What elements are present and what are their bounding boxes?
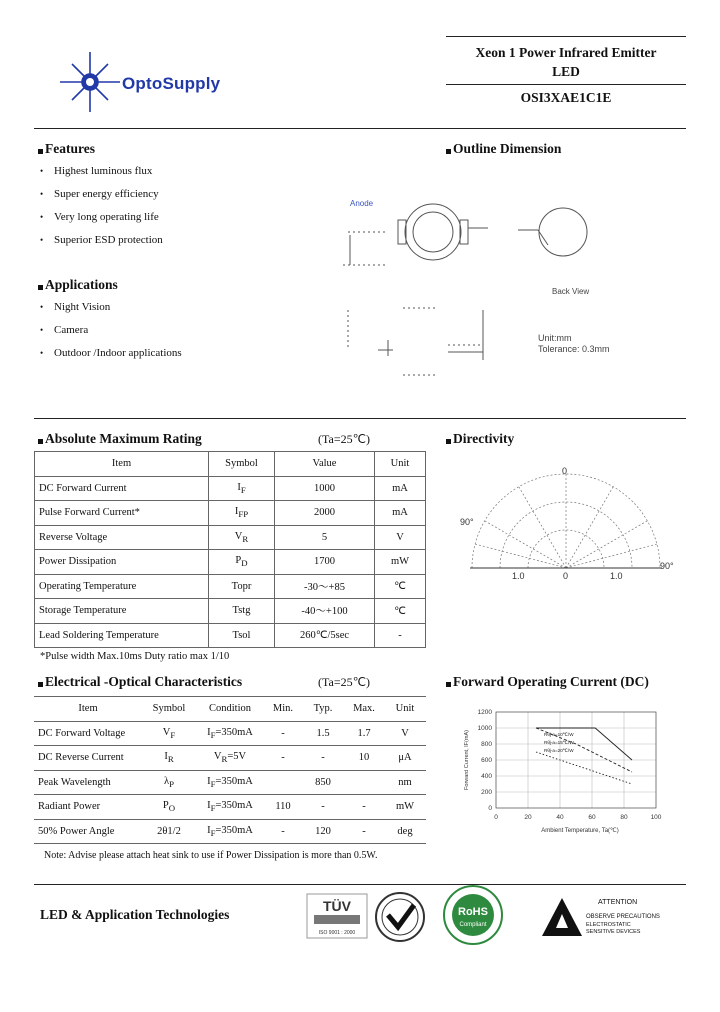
features-list	[40, 160, 163, 252]
y-tick-label: 1000	[477, 725, 492, 732]
applications-title: Applications	[38, 277, 118, 293]
header-divider	[34, 128, 686, 129]
electro-title: Electrical -Optical Characteristics	[38, 674, 242, 690]
applications-list	[40, 296, 182, 365]
y-tick-label: 0	[488, 805, 492, 812]
directivity-chart	[460, 465, 680, 585]
part-number: OSI3XAE1C1E	[446, 84, 686, 106]
y-axis-label: Forward Current, IF(mA)	[464, 730, 470, 790]
unit-label: Unit:mm	[538, 333, 572, 343]
electro-note: Note: Advise please attach heat sink to use if Power Dissipation is more than 0.5W.	[44, 850, 378, 861]
tuv-cert-logo	[306, 893, 368, 939]
list-item: • Superior ESD protection	[40, 234, 163, 246]
x-tick-label: 100	[650, 814, 662, 821]
table-row: Power Dissipation $P_D$ 1700 mW	[35, 550, 426, 575]
table-row: DC Reverse Current $I_R$ $V_R=5V$ - - 10 μA	[34, 746, 426, 771]
svg-text:SENSITIVE DEVICES: SENSITIVE DEVICES	[586, 929, 641, 935]
table-row: Operating Temperature Topr -30～+85 ℃	[35, 574, 426, 599]
dir-label-top: 0	[562, 466, 568, 476]
series-line	[536, 752, 632, 784]
back-view-label: Back View	[552, 287, 590, 296]
svg-text:ISO 9001 : 2000: ISO 9001 : 2000	[318, 930, 356, 936]
x-tick-label: 60	[588, 814, 596, 821]
table-row: Lead Soldering Temperature Tsol 260℃/5sec -	[35, 623, 426, 648]
list-item: • Super energy efficiency	[40, 188, 159, 200]
table-header-row: Item Symbol Condition Min. Typ. Max. Unit	[34, 697, 426, 722]
features-title: Features	[38, 141, 95, 157]
table-row: DC Forward Voltage $V_F$ $I_F=350mA$ - 1.5 1.7 V	[34, 721, 426, 746]
title-line-2: LED	[552, 64, 580, 79]
svg-text:OBSERVE PRECAUTIONS: OBSERVE PRECAUTIONS	[586, 914, 660, 920]
dir-label-bottom-left: 1.0	[512, 571, 525, 581]
dir-label-bottom-right: 1.0	[610, 571, 623, 581]
abs-max-table	[34, 451, 426, 648]
y-tick-label: 600	[481, 757, 492, 764]
list-item: • Outdoor /Indoor applications	[40, 347, 182, 359]
esd-attention-notice	[538, 890, 678, 942]
fwd-current-title: Forward Operating Current (DC)	[446, 674, 649, 690]
dir-label-left: 90°	[460, 517, 474, 527]
x-tick-label: 20	[524, 814, 532, 821]
x-tick-label: 80	[620, 814, 628, 821]
series-label: Rθj-a=10℃/W	[544, 732, 574, 737]
col-symbol: Symbol	[209, 452, 275, 477]
abs-max-condition: (Ta=25℃)	[318, 432, 371, 446]
y-tick-label: 1200	[477, 709, 492, 716]
table-row: Peak Wavelength $\lambda_P$ $I_F=350mA$ 850 nm	[34, 770, 426, 795]
table-row: Reverse Voltage $V_R$ 5 V	[35, 525, 426, 550]
directivity-title: Directivity	[446, 431, 514, 447]
svg-text:ELECTROSTATIC: ELECTROSTATIC	[586, 922, 631, 928]
company-name: LED & Application Technologies	[40, 907, 230, 922]
table-row: 50% Power Angle 2θ1/2 $I_F=350mA$ - 120 - deg	[34, 819, 426, 844]
x-axis-label: Ambient Temperature, Ta(℃)	[541, 828, 619, 834]
table-row: Pulse Forward Current* $I_{FP}$ 2000 mA	[35, 501, 426, 526]
table-row: Storage Temperature Tstg -40～+100 ℃	[35, 599, 426, 624]
rohs-compliant-logo	[440, 885, 506, 945]
y-tick-label: 800	[481, 741, 492, 748]
dir-label-right: 90°	[660, 561, 674, 571]
table-row: Radiant Power $P_O$ $I_F=350mA$ 110 - - mW	[34, 795, 426, 820]
x-tick-label: 0	[494, 814, 498, 821]
list-item: • Highest luminous flux	[40, 165, 153, 177]
col-value: Value	[275, 452, 375, 477]
svg-text:RoHS: RoHS	[458, 906, 488, 918]
footer-divider	[34, 884, 686, 885]
abs-max-footnote: *Pulse width Max.10ms Duty ratio max 1/10	[40, 651, 230, 662]
y-tick-label: 400	[481, 773, 492, 780]
fwd-current-chart	[456, 700, 676, 840]
y-tick-label: 200	[481, 789, 492, 796]
brand-star-icon	[58, 52, 128, 112]
title-line-1: Xeon 1 Power Infrared Emitter	[475, 45, 657, 60]
section-divider	[34, 418, 686, 419]
svg-text:TÜV: TÜV	[323, 898, 351, 914]
title-box	[446, 36, 686, 106]
quality-cert-icon	[372, 891, 428, 943]
x-tick-label: 40	[556, 814, 564, 821]
dir-label-bottom-mid: 0	[563, 571, 569, 581]
svg-text:Compliant: Compliant	[459, 922, 487, 928]
outline-title: Outline Dimension	[446, 141, 561, 157]
tolerance-label: Tolerance: 0.3mm	[538, 344, 610, 354]
electro-condition: (Ta=25℃)	[318, 675, 371, 689]
table-row: DC Forward Current $I_F$ 1000 mA	[35, 476, 426, 501]
svg-text:ATTENTION: ATTENTION	[598, 899, 638, 906]
series-label: Rθj-a=15℃/W	[544, 740, 574, 745]
list-item: • Very long operating life	[40, 211, 159, 223]
electro-table	[34, 696, 426, 844]
series-label: Rθj-a=20℃/W	[544, 748, 574, 753]
col-unit: Unit	[375, 452, 426, 477]
col-item: Item	[35, 452, 209, 477]
list-item: • Night Vision	[40, 301, 111, 313]
abs-max-title: Absolute Maximum Rating	[38, 431, 202, 447]
list-item: • Camera	[40, 324, 89, 336]
brand-logo	[58, 52, 278, 112]
brand-name: OptoSupply	[122, 74, 221, 93]
table-header-row	[35, 452, 426, 477]
outline-drawing	[338, 190, 638, 390]
anode-label: Anode	[350, 199, 374, 208]
